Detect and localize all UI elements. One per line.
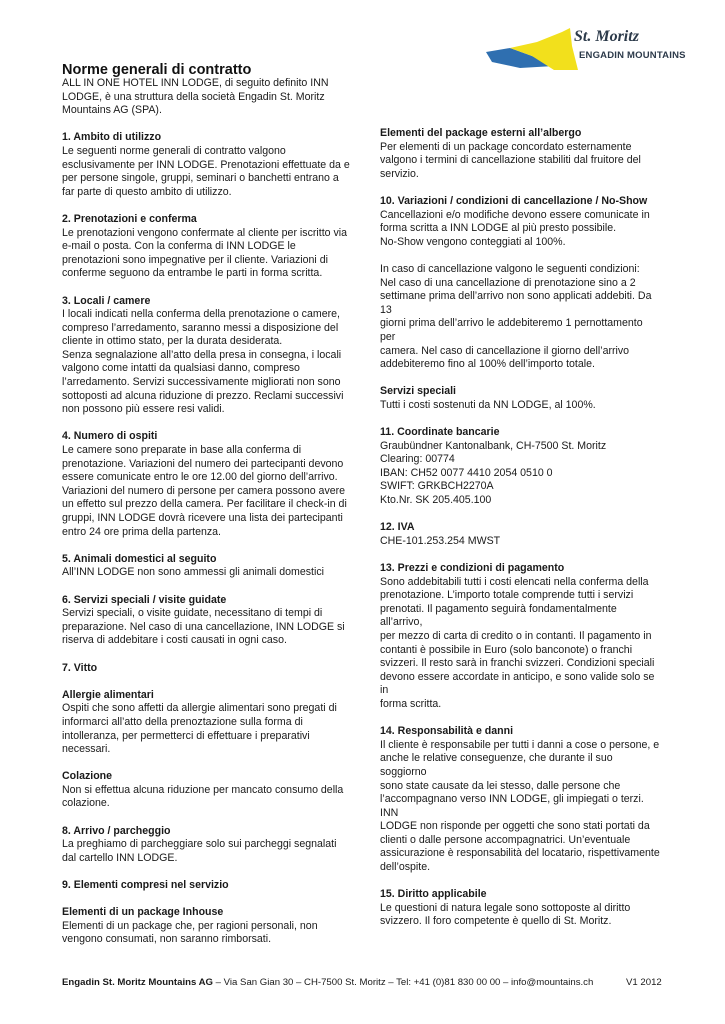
section-heading: 5. Animali domestici al seguito	[62, 552, 217, 565]
section-allergie	[62, 689, 352, 757]
footer-company: Engadin St. Moritz Mountains AG	[62, 977, 214, 988]
section-colazione	[62, 770, 352, 811]
section-responsabilita	[380, 725, 660, 875]
section-heading: 10. Variazioni / condizioni di cancellazione / No-Show	[380, 194, 648, 207]
section-heading: 4. Numero di ospiti	[62, 430, 158, 443]
section-prenotazioni	[62, 213, 352, 281]
section-arrivo	[62, 825, 352, 866]
section-heading: 13. Prezzi e condizioni di pagamento	[380, 562, 565, 574]
section-text: Per elementi di un package concordato esternamente valgono i termini di cancellazione stabiliti dal fruitore del servizio.	[380, 140, 641, 180]
intro-text: ALL IN ONE HOTEL INN LODGE, di seguito definito INN LODGE, è una struttura della società Engadin St. Moritz Mountains AG (SPA).	[62, 77, 329, 117]
intro-block	[62, 77, 352, 118]
section-text: CHE-101.253.254 MWST	[380, 534, 501, 547]
section-vitto	[62, 662, 352, 676]
section-heading: 11. Coordinate bancarie	[380, 426, 500, 439]
section-text: Le questioni di natura legale sono sottoposte al diritto svizzero. Il foro competente è quello di St. Moritz.	[380, 901, 631, 928]
section-package-inhouse	[62, 906, 352, 947]
section-condizioni-cancellazione	[380, 263, 660, 372]
right-column	[380, 127, 660, 943]
section-text: La preghiamo di parcheggiare solo sui parcheggi segnalati dal cartello INN LODGE.	[62, 838, 337, 864]
section-servizi-speciali	[62, 594, 352, 648]
section-servizi-speciali-costi	[380, 385, 660, 412]
section-text: I locali indicati nella conferma della prenotazione o camere, compreso l’arredamento, saranno messi a disposizione del cliente in ottimo stato, per la durata desiderata. Senza segnalazione all’atto della presa in consegna, i locali valgono come intatti da qualsiasi danno, compreso l’arredamento. Servizi successivamente migliorati non sono sottoposti ad alcuna riduzione di prezzo. Reclami successivi non possono più essere resi validi.	[62, 308, 344, 416]
section-text: Servizi speciali, o visite guidate, necessitano di tempi di preparazione. Nel caso di una cancellazione, INN LODGE si riserva di addebitare i costi causati in ogni caso.	[62, 607, 345, 647]
section-heading: 7. Vitto	[62, 661, 98, 674]
section-numero-ospiti	[62, 430, 352, 539]
section-text: Elementi di un package che, per ragioni personali, non vengono consumati, non saranno rimborsati.	[62, 919, 318, 946]
section-heading: Colazione	[62, 770, 113, 783]
section-heading: Allergie alimentari	[62, 688, 154, 701]
footer-version: V1 2012	[626, 977, 662, 988]
left-column	[62, 77, 352, 961]
section-coordinate-bancarie	[380, 426, 660, 508]
section-text: Graubündner Kantonalbank, CH-7500 St. Moritz Clearing: 00774 IBAN: CH52 0077 4410 2054 0510 0 SWIFT: GRKBCH2270A Kto.Nr. SK 205.405.100	[380, 439, 607, 507]
section-locali	[62, 295, 352, 417]
section-animali	[62, 553, 352, 580]
section-heading: 14. Responsabilità e danni	[380, 725, 514, 738]
section-heading: 8. Arrivo / parcheggio	[62, 824, 171, 837]
section-heading: 9. Elementi compresi nel servizio	[62, 879, 229, 892]
section-heading: 12. IVA	[380, 521, 415, 534]
section-iva	[380, 521, 660, 548]
section-text: Le camere sono preparate in base alla conferma di prenotazione. Variazioni del numero dei partecipanti devono essere comunicate entro le ore 12.00 del giorno dell’arrivo. Variazioni del numero di persone per camera possono avere un effetto sul prezzo della camera. Per facilitare il check-in di gruppi, INN LODGE dovrà ricevere una lista dei partecipanti entro 24 ore prima della partenza.	[62, 444, 347, 538]
section-cancellazione	[380, 195, 660, 249]
section-text: In caso di cancellazione valgono le seguenti condizioni: Nel caso di una cancellazione di prenotazione sino a 2 settimane prima dell’arrivo non sono applicati addebiti. Da 13 giorni prima dell’arrivo le addebiteremo 1 pernottamento per camera. Nel caso di cancellazione il giorno dell’arrivo addebiteremo fino al 100% dell’importo totale.	[380, 262, 652, 371]
section-text: Cancellazioni e/o modifiche devono essere comunicate in forma scritta a INN LODGE al più presto possibile. No-Show vengono conteggiati al 100%.	[380, 208, 650, 248]
page-footer	[62, 977, 662, 988]
section-ambito	[62, 131, 352, 199]
section-text: Il cliente è responsabile per tutti i danni a cose o persone, e anche le relative conseguenze, che durante il suo soggiorno sono state causate da lei stesso, dalle persone che l’accompagnano verso INN LODGE, gli impiegati o terzi. INN LODGE non risponde per oggetti che sono stati portati da clienti o dalle persone accompagnatrici. Un’eventuale assicurazione è responsabilità del locatario, rispettivamente dell’ospite.	[380, 738, 660, 874]
section-text: Le seguenti norme generali di contratto valgono esclusivamente per INN LODGE. Prenotazioni effettuate da e per persone singole, gruppi, seminari o banchetti entrano a far parte di questo ambito di utilizzo.	[62, 144, 350, 198]
section-heading: 15. Diritto applicabile	[380, 888, 487, 901]
section-prezzi-pagamento	[380, 562, 660, 712]
section-package-esterni	[380, 127, 660, 181]
section-heading: 2. Prenotazioni e conferma	[62, 212, 197, 225]
section-diritto	[380, 888, 660, 929]
section-text: Le prenotazioni vengono confermate al cliente per iscritto via e-mail o posta. Con la conferma di INN LODGE le prenotazioni sono impegnative per il cliente. Variazioni di conferme seguono da entrambe le parti in forma scritta.	[62, 226, 348, 280]
logo-st-moritz: St. Moritz	[574, 28, 639, 45]
section-heading: Servizi speciali	[380, 385, 456, 398]
section-heading: Elementi del package esterni all’albergo	[380, 127, 582, 139]
section-heading: 1. Ambito di utilizzo	[62, 131, 162, 144]
section-text: Tutti i costi sostenuti da NN LODGE, al 100%.	[380, 398, 596, 411]
section-text: Ospiti che sono affetti da allergie alimentari sono pregati di informarci all’atto della prenoztazione sulla forma di intolleranza, per permetterci di effettuare i preparativi necessari.	[62, 702, 337, 756]
footer-address: – Via San Gian 30 – CH-7500 St. Moritz – Tel: +41 (0)81 830 00 00 – info@mountains.ch	[213, 977, 594, 988]
logo-engadin-mountains: ENGADIN MOUNTAINS	[579, 50, 686, 61]
section-heading: 6. Servizi speciali / visite guidate	[62, 593, 227, 606]
section-elementi-compresi	[62, 879, 352, 893]
section-text: Non si effettua alcuna riduzione per mancato consumo della colazione.	[62, 783, 344, 810]
section-text: All’INN LODGE non sono ammessi gli animali domestici	[62, 566, 324, 579]
section-heading: Elementi di un package Inhouse	[62, 906, 224, 919]
section-text: Sono addebitabili tutti i costi elencati nella conferma della prenotazione. L’importo totale comprende tutti i servizi prenotati. Il pagamento seguirà fondamentalmente all’arrivo, per mezzo di carta di credito o in contanti. Il pagamento in contanti è possibile in Euro (solo banconote) o franchi svizzeri. Il resto sarà in franchi svizzeri. Condizioni speciali devono essere accordate in anticipo, e sono valide solo se in forma scritta.	[380, 575, 655, 710]
page-title: Norme generali di contratto	[62, 62, 252, 78]
section-heading: 3. Locali / camere	[62, 294, 151, 307]
